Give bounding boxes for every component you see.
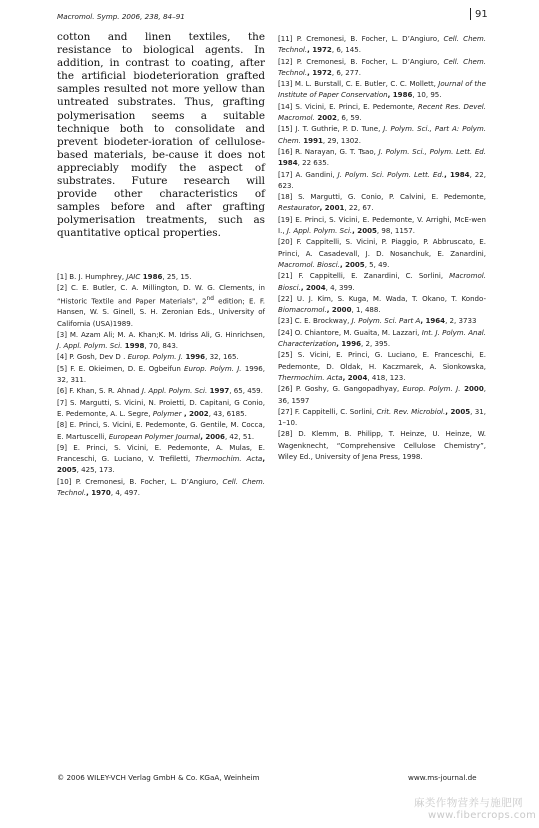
reference-journal: Thermochim. Acta (278, 372, 343, 382)
running-header: Macromol. Symp. 2006, 238, 84–91 (57, 12, 185, 21)
reference-journal: Europ. Polym. J. (402, 384, 461, 394)
reference-number: [24] (278, 327, 295, 337)
reference-number: [7] (57, 397, 70, 407)
reference-item (278, 101, 486, 124)
reference-authors: E. Princi, S. Vicini, E. Pedemonte, A. Mulas, E. Franceschi, G. Luciano, V. Trefiletti, (57, 442, 265, 464)
reference-authors: D. Klemm, B. Philipp, T. Heinze, U. Heinze, W. Wagenknecht, “Comprehensive Cellulose Chemistry”, Wiley Ed., University of Jena Press, 1998. (278, 429, 486, 461)
reference-list-right (278, 33, 486, 462)
reference-number: [13] (278, 79, 295, 89)
reference-year: , 1964 (420, 316, 446, 326)
reference-authors: U. J. Kim, S. Kuga, M. Wada, T. Okano, T. Kondo- (296, 293, 486, 303)
reference-number: [20] (278, 237, 297, 247)
reference-number: [3] (57, 329, 70, 339)
reference-number: [10] (57, 476, 76, 486)
reference-journal: Cell. Chem. Technol. (278, 56, 486, 77)
reference-journal: Recent Res. Devel. Macromol. (278, 101, 486, 123)
reference-superscript: nd (206, 295, 214, 302)
reference-details: , 98, 1157. (376, 226, 416, 236)
reference-details: , 42, 51. (224, 431, 255, 441)
watermark-url: www.fibercrops.com (428, 810, 537, 821)
reference-authors: S. Vicini, E. Princi, G. Luciano, E. Franceschi, E. Pedemonte, D. Oldak, H. Kaczmarek, A. Sionkowska, (278, 350, 486, 371)
reference-journal: Thermochim. Acta (195, 454, 263, 464)
reference-authors: P. Gosh, Dev D . (69, 352, 128, 362)
reference-number: [23] (278, 316, 295, 326)
reference-year: , 1972 (307, 45, 332, 55)
reference-number: [14] (278, 101, 296, 111)
reference-item (57, 419, 265, 442)
reference-details: , 418, 123. (367, 372, 406, 382)
reference-authors: J. T. Guthrie, P. D. Tune, (295, 124, 384, 134)
reference-details: , 22 635. (297, 158, 330, 168)
reference-details: , 36, 1597 (278, 384, 486, 405)
reference-number: [18] (278, 192, 299, 202)
reference-number: [9] (57, 442, 74, 452)
reference-journal: J. Polym. Sci. Polym. Lett. Ed. (337, 169, 445, 179)
reference-item (278, 146, 486, 169)
reference-authors: P. Cremonesi, B. Focher, L. D’Angiuro, (75, 476, 223, 486)
reference-year: , 2001 (319, 203, 345, 213)
reference-journal: Macromol. Biosci. (278, 271, 486, 292)
reference-details: , 2, 3733 (445, 316, 477, 326)
reference-item (278, 327, 486, 350)
reference-item (278, 56, 486, 79)
reference-details: , 6, 145. (331, 45, 361, 55)
reference-year: , 2000 (326, 305, 352, 315)
reference-authors: C. E. Brockway, (294, 316, 352, 326)
reference-journal: Polymer (152, 408, 182, 418)
reference-item (57, 351, 265, 362)
reference-details: 1996, 32, 311. (57, 363, 265, 385)
reference-year: , 2005 (352, 226, 377, 236)
reference-year: , 1970 (86, 487, 111, 497)
reference-journal: J. Appl. Polym. Sci. (286, 226, 353, 236)
reference-year: , 2005 (57, 454, 265, 475)
reference-year: , 2006 (200, 431, 225, 441)
reference-item (57, 397, 265, 420)
reference-authors: F. Cappitelli, S. Vicini, P. Piaggio, P. Abbruscato, E. Princi, A. Casadevall, J. D. Nosanchuk, E. Zanardini, (278, 237, 486, 258)
reference-item (278, 123, 486, 146)
reference-number: [12] (278, 56, 297, 66)
reference-journal: J. Appl. Polym. Sci. (141, 386, 208, 396)
reference-authors: R. Narayan, G. T. Tsao, (295, 146, 379, 156)
reference-authors: P. Cremonesi, B. Focher, L. D’Angiuro, (296, 56, 444, 66)
reference-details: , 6, 59. (336, 113, 362, 123)
reference-item (57, 363, 265, 386)
reference-details: , 22, 67. (344, 203, 374, 213)
reference-number: [5] (57, 363, 71, 373)
reference-number: [11] (278, 34, 297, 43)
reference-details: , 29, 1302. (322, 135, 362, 145)
reference-details: edition; E. F. Hansen, W. S. Ginell, S. H. Zeronian Eds., University of California (USA)1989. (57, 295, 265, 328)
reference-number: [15] (278, 124, 296, 134)
reference-details: , 2, 395. (361, 339, 391, 349)
body-paragraph: cotton and linen textiles, the resistance to biological agents. In addition, in contrast to coating, after the artificial biodeterioration grafted samples resulted not more yellow than untreated substrates. Thus, grafting polymerisation seems a suitable technique both to consolidate and prevent biodeter-ioration of cellulose-based materials, be-cause it does not appreciably modify the aspect of substrates. Future research will provide other characteristics of samples before and after grafting polymerisation treatments, such as quantitative optical properties. (57, 31, 265, 240)
reference-journal: Europ. Polym. J. (184, 363, 242, 373)
reference-number: [27] (278, 406, 295, 416)
reference-year: , 2004 (300, 282, 326, 292)
reference-details: , 70, 843. (144, 341, 179, 351)
reference-details: , 1, 488. (351, 305, 381, 315)
reference-item (278, 349, 486, 383)
reference-details: , 65, 459. (229, 386, 263, 396)
reference-journal: Int. J. Polym. Anal. Characterization (278, 327, 486, 349)
reference-number: [8] (57, 420, 70, 430)
reference-item (278, 191, 486, 214)
reference-details: , 43, 6185. (208, 408, 247, 418)
reference-details: , 32, 165. (205, 352, 239, 362)
reference-year: , 1996 (336, 339, 362, 349)
reference-item (57, 476, 265, 499)
reference-journal: Cell. Chem. Technol. (57, 476, 265, 497)
reference-list-left (57, 271, 265, 498)
reference-details: , 22, 623. (278, 169, 486, 190)
reference-year: , 2004 (342, 372, 368, 382)
reference-details: , 6, 277. (331, 67, 361, 77)
reference-year: 1984 (278, 158, 298, 168)
reference-year: , 2005 (445, 406, 471, 416)
reference-authors: S. Margutti, S. Vicini, N. Proietti, D. Capitani, G Conio, E. Pedemonte, A. L. Segre, (57, 397, 265, 418)
reference-journal: Restaurator (278, 203, 320, 213)
reference-item (278, 236, 486, 270)
reference-details: , 4, 497. (110, 487, 140, 497)
page-number: 91 (475, 8, 488, 20)
reference-year: , 1972 (307, 67, 332, 77)
reference-journal: Europ. Polym. J. (127, 352, 184, 362)
reference-authors: E. Princi, S. Vicini, E. Pedemonte, V. Arrighi, McE-wen I., (278, 214, 486, 236)
watermark-text: 麻类作物营养与施肥网 (414, 797, 523, 809)
reference-journal: European Polymer Journal (108, 431, 201, 441)
reference-item (278, 270, 486, 293)
reference-authors: C. E. Butler, C. A. Millington, D. W. G. Clements, in “Historic Textile and Paper Materials”, 2 (57, 283, 265, 305)
reference-number: [4] (57, 352, 70, 362)
reference-year: , 1984 (444, 169, 470, 179)
reference-details: , 5, 49. (364, 259, 390, 269)
reference-item (278, 406, 486, 429)
reference-authors: O. Chiantore, M. Guaita, M. Lazzari, (294, 327, 422, 337)
reference-journal: J. Polym. Sci., Polym. Lett. Ed. (378, 146, 486, 156)
reference-number: [16] (278, 146, 296, 156)
reference-number: [6] (57, 386, 70, 396)
reference-item (278, 169, 486, 192)
reference-item (57, 329, 265, 352)
reference-authors: P. Cremonesi, B. Focher, L. D’Angiuro, (296, 34, 444, 43)
reference-year: , 1986 (387, 90, 413, 100)
reference-authors: B. J. Humphrey, (69, 272, 127, 281)
reference-item (57, 442, 265, 476)
copyright-notice: © 2006 WILEY-VCH Verlag GmbH & Co. KGaA, Weinheim (57, 773, 260, 782)
reference-authors: P. Goshy, G. Gangopadhyay, (295, 384, 403, 394)
reference-number: [1] (57, 272, 70, 281)
reference-authors: E. Princi, S. Vicini, E. Pedemonte, G. Gentile, M. Cocca, E. Martuscelli, (57, 420, 265, 441)
reference-journal: J. Polym. Sci., Part A: Polym. Chem. (278, 124, 486, 145)
reference-journal: Journal of the Institute of Paper Conservation (278, 79, 486, 100)
reference-item (57, 385, 265, 396)
reference-item (278, 315, 486, 326)
reference-number: [2] (57, 283, 71, 293)
page-number-block (470, 8, 488, 20)
header-divider (470, 8, 471, 20)
reference-authors: M. L. Burstall, C. E. Butler, C. C. Mollett, (294, 79, 439, 89)
reference-number: [22] (278, 293, 297, 303)
reference-year: 2002 (314, 113, 337, 123)
reference-item (278, 78, 486, 101)
reference-journal: Macromol. Biosci. (278, 259, 340, 269)
reference-number: [19] (278, 214, 296, 224)
reference-details: , 10, 95. (412, 90, 442, 100)
reference-item (278, 293, 486, 316)
reference-journal: Biomacromol. (278, 305, 327, 315)
journal-website-link[interactable]: www.ms-journal.de (408, 773, 477, 782)
reference-year: 1986 (140, 272, 163, 281)
reference-authors: S. Vicini, E. Princi, E. Pedemonte, (295, 101, 418, 111)
reference-year: , 2005 (339, 259, 365, 269)
reference-journal: JAIC (126, 272, 141, 281)
reference-number: [25] (278, 350, 298, 360)
reference-journal: J. Appl. Polym. Sci. (57, 341, 123, 351)
reference-year: 1991 (300, 135, 323, 145)
reference-item (57, 271, 265, 282)
reference-year: 1997 (207, 386, 230, 396)
reference-authors: F. Cappitelli, E. Zanardini, C. Sorlini, (298, 271, 450, 281)
reference-authors: F. Khan, S. R. Ahnad (69, 386, 142, 396)
reference-number: [26] (278, 384, 296, 394)
reference-number: [17] (278, 169, 296, 179)
reference-item (278, 214, 486, 237)
reference-journal: J. Polym. Sci. Part A (351, 316, 421, 326)
reference-journal: Crit. Rev. Microbiol. (376, 406, 446, 416)
reference-item (278, 383, 486, 406)
body-paragraph-block (57, 31, 265, 241)
reference-authors: M. Azam Ali; M. A. Khan;K. M. Idriss Ali, G. Hinrichsen, (69, 329, 265, 339)
reference-details: , 4, 399. (325, 282, 355, 292)
reference-details: , 25, 15. (162, 272, 192, 281)
reference-year: 1998 (122, 341, 145, 351)
reference-number: [28] (278, 429, 299, 439)
reference-journal: Cell. Chem. Technol. (278, 34, 486, 55)
reference-year: , 2002 (181, 408, 209, 418)
reference-year: 2000 (460, 384, 484, 394)
reference-number: [21] (278, 271, 299, 281)
reference-year: 1996 (183, 352, 206, 362)
reference-authors: F. Cappitelli, C. Sorlini, (294, 406, 377, 416)
reference-details: , 425, 173. (76, 465, 115, 475)
reference-item (278, 428, 486, 462)
reference-details: , 31, 1–10. (278, 406, 486, 428)
reference-item (278, 33, 486, 56)
reference-authors: S. Margutti, G. Conio, P. Calvini, E. Pedemonte, (298, 192, 486, 202)
reference-authors: A. Gandini, (295, 169, 338, 179)
reference-item (57, 282, 265, 329)
reference-authors: F. E. Okieimen, D. E. Ogbeifun (70, 363, 185, 373)
